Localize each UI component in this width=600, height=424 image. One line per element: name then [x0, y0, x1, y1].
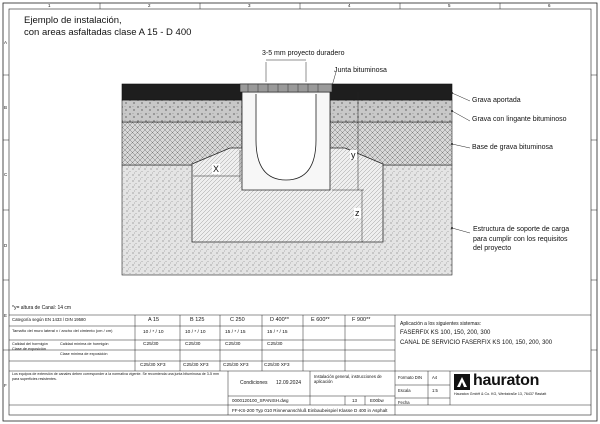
dimension-y-label: y: [351, 150, 356, 160]
dimension-x-label: X: [213, 164, 220, 174]
concrete-c250: C25/30: [225, 342, 241, 347]
class-b125: B 125: [190, 317, 205, 323]
row-letter-f: F: [4, 383, 7, 388]
label-estructura-line-3: del proyecto: [473, 245, 512, 252]
label-proyecto-duradero: 3-5 mm proyecto duradero: [262, 50, 345, 57]
concrete-quality-label: Calidad del hormigón: [12, 342, 48, 346]
format-label: Formato DIN: [398, 375, 422, 380]
applies-title: Aplicación a los siguientes sistemas:: [400, 321, 482, 327]
hauraton-logo-icon: [454, 374, 470, 390]
installation-instructions: Instalación general, instrucciones de aplicación: [314, 374, 382, 384]
col-letter-3: 3: [248, 3, 251, 8]
row-wall-size-label: Tamaño del muro lateral x / ancho del cimiento (cm / cm): [12, 328, 113, 333]
general-notes: Los equipos de extensión de canales deben corresponder a la normativa vigente. Se recomienda una junta bituminosa de 3-5 mm para superficies resistentes.: [12, 372, 219, 381]
applies-system-2: CANAL DE SERVICIO FASERFIX KS 100, 150, 200, 300: [400, 340, 553, 346]
col-letter-5: 5: [448, 3, 451, 8]
concrete-d400: C25/30: [267, 342, 283, 347]
dimension-z-label: z: [355, 208, 360, 218]
label-grava-aportada: Grava aportada: [472, 97, 521, 104]
exposure-d400: C25/30 XF3: [264, 363, 290, 368]
date-label: Fecha: [398, 400, 410, 405]
row-letter-d: D: [4, 243, 8, 248]
col-letter-4: 4: [348, 3, 351, 8]
company-address: Hauraton GmbH & Co. KG, Werkstraße 13, 76437 Rastatt: [454, 392, 547, 396]
table-category-header: Categoría según EN 1433 / DIN 19580: [12, 317, 86, 322]
row-wall-a15: 10 / * / 10: [143, 330, 164, 335]
applies-system-1: FASERFIX KS 100, 150, 200, 300: [400, 330, 491, 336]
class-e600: E 600**: [311, 317, 330, 323]
concrete-a15: C25/30: [143, 342, 159, 347]
class-d400: D 400**: [270, 317, 289, 323]
title-line-1: Ejemplo de instalación,: [24, 15, 122, 26]
label-base-grava: Base de grava bituminosa: [472, 144, 553, 151]
class-c250: C 250: [230, 317, 245, 323]
concrete-b125: C25/30: [185, 342, 201, 347]
row-letter-e: E: [4, 313, 8, 318]
min-concrete-quality-label: Calidad mínima de hormigón: [60, 342, 109, 346]
row-wall-d400: 15 / * / 15: [267, 330, 288, 335]
exposure-b125: C25/30 XF3: [183, 363, 209, 368]
edition-code: E00bw: [370, 398, 384, 403]
exposure-class-label: Clase de exposición: [12, 346, 46, 351]
col-letter-1: 1: [48, 3, 51, 8]
drawing-number: 0000120100_SPANISH.dwg: [232, 398, 289, 403]
conditions-date: 12.09.2024: [276, 380, 302, 386]
col-letter-2: 2: [148, 3, 151, 8]
drawing-footer-line: FF-KS-200 Typ 010 Rinnenanschluß Einbaubeispiel Klasse D 400 in Asphalt: [232, 408, 388, 413]
row-letter-c: C: [4, 172, 8, 177]
row-wall-b125: 10 / * / 10: [185, 330, 206, 335]
class-f900: F 900**: [352, 317, 371, 323]
row-wall-c250: 15 / * / 15: [225, 330, 246, 335]
title-line-2: con areas asfaltadas clase A 15 - D 400: [24, 27, 192, 38]
sheet-number: 13: [352, 398, 358, 403]
format-value: A4: [432, 375, 438, 380]
class-a15: A 15: [148, 317, 160, 323]
label-estructura-line-2: para cumplir con los requisitos: [473, 235, 568, 243]
label-estructura-line-1: Estructura de soporte de carga: [473, 226, 570, 233]
label-grava-ligante: Grava con lingante bituminoso: [472, 116, 567, 123]
col-letter-6: 6: [548, 3, 551, 8]
brand-logo-text: hauraton: [473, 372, 540, 389]
exposure-c250: C25/30 XF3: [223, 363, 249, 368]
footnote-canal-height: *y= altura de Canal: 14 cm: [12, 305, 72, 311]
min-exposure-class-label: Clase mínima de exposición: [60, 352, 108, 356]
scale-label: Escala: [398, 388, 411, 393]
conditions-label: Condiciones: [240, 380, 268, 386]
exposure-a15: C25/30 XF3: [140, 363, 166, 368]
scale-value: 1:5: [432, 388, 438, 393]
row-concrete-label: [12, 342, 62, 351]
row-letter-b: B: [4, 105, 8, 110]
row-letter-a: A: [4, 40, 8, 45]
label-junta-bituminosa: Junta bituminosa: [334, 67, 387, 74]
